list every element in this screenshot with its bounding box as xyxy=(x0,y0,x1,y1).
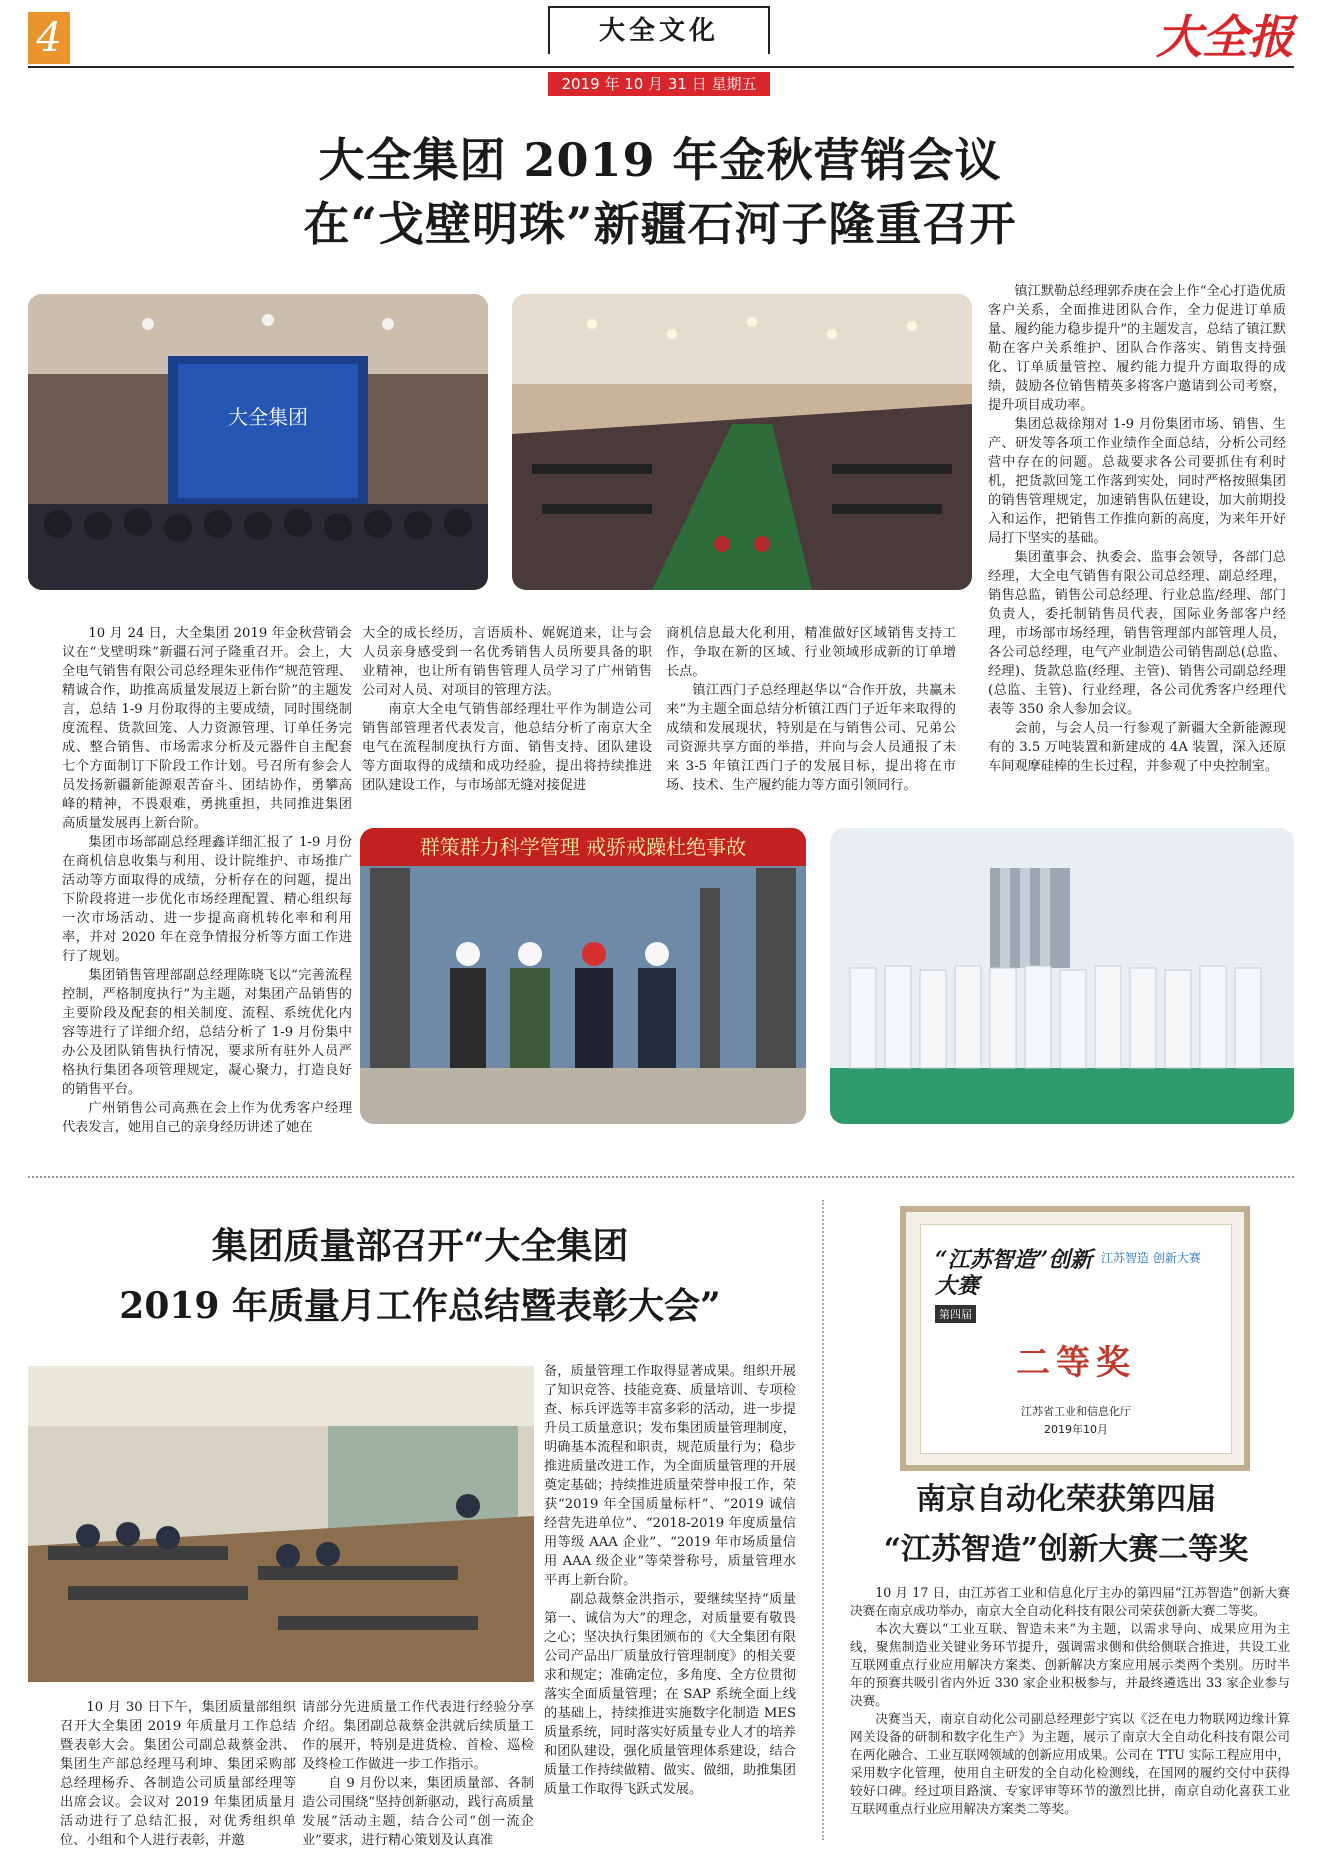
cleanroom-group-photo xyxy=(830,828,1294,1124)
screen-text: 大全集团 xyxy=(228,405,308,429)
article2-title-line2: 2019 年质量月工作总结暨表彰大会” xyxy=(119,1285,721,1327)
award-issuer: 江苏省工业和信息化厅 xyxy=(1021,1405,1131,1418)
column-divider xyxy=(822,1200,824,1840)
award-date: 2019年10月 xyxy=(1044,1423,1108,1436)
award-prize: 二等奖 xyxy=(1016,1343,1136,1383)
article3-title-line1: 南京自动化荣获第四届 xyxy=(916,1482,1216,1517)
article2-column1: 10 月 30 日下午，集团质量部组织召开大全集团 2019 年质量月工作总结暨表彰大会。集团公司副总裁蔡金洪、集团生产部总经理马利坤、集团采购部总经理杨乔、各制造公司质量部经理等出席会议。会议对 2019 年集团质量月活动进行了总结汇报，对优秀组织单位、小组和个人进行表彰，并邀 xyxy=(60,1700,296,1848)
award-brand: “江苏智造”创新大赛 xyxy=(935,1247,1093,1299)
award-edition: 第四届 xyxy=(935,1305,976,1323)
page-number: 4 xyxy=(28,12,70,64)
newspaper-logo: 大全报 xyxy=(1156,10,1294,64)
article2-column2: 请部分先进质量工作代表进行经验分享介绍。集团副总裁蔡金洪就后续质量工作的展开，特别是进货检、首检、巡检及终检工作做进一步工作指示。 自 9 月份以来，集团质量部、各制造公司围绕“坚持创新驱动，践行高质量发展”活动主题，结合公司“创一流企业”要求，进行精心策划及认真准 xyxy=(302,1700,534,1848)
issue-date: 2019 年 10 月 31 日 星期五 xyxy=(548,72,770,96)
article1-column2: 大全的成长经历，言语质朴、娓娓道来，让与会人员亲身感受到一名优秀销售人员所要具备的职业精神，也让所有销售管理人员学习了广州销售公司对人员、对项目的管理方法。 南京大全电气销售部经理壮平作为制造公司销售部管理者代表发言，他总结分析了南京大全电气在流程制度执行方面、销售支持、团队建设等方面取得的成绩和成功经验，提出将持续推进团队建设工作，与市场部无缝对接促进 xyxy=(362,626,652,793)
award-platform: 江苏智造 创新大赛 xyxy=(1101,1251,1201,1265)
conference-stage-photo xyxy=(28,294,488,590)
quality-meeting-photo xyxy=(28,1366,534,1682)
article3-body: 10 月 17 日，由江苏省工业和信息化厅主办的第四届“江苏智造”创新大赛决赛在南京成功举办，南京大全自动化科技有限公司荣获创新大赛二等奖。 本次大赛以“工业互联、智造未来”为主题，以需求导向、成果应用为主线，聚焦制造业关键业务环节提升，强调需求侧和供给侧联合推进，共设工业互联网重点行业应用解决方案类、创新解决方案应用展示类两个类别。历时半年的预赛共吸引省内外近 330 家企业积极参与，并最终遴选出 33 家企业参与决赛。 决赛当天，南京自动化公司副总经理彭宁宾以《泛在电力物联网边缘计算网关设备的研制和数字化生产》为主题，展示了南京大全自动化科技有限公司在两化融合、工业互联网领域的创新应用成果。公司在 TTU 实际工程应用中，采用数字化管理，使用自主研发的全自动化检测线，在国网的履约交付中获得较好口碑。经过项目路演、专家评审等环节的激烈比拼，南京自动化喜获工业互联网重点行业应用解决方案类二等奖。 xyxy=(850,1585,1290,1816)
article1-column4: 镇江默勒总经理郭乔庚在会上作“全心打造优质客户关系，全面推进团队合作，全力促进订单质量、履约能力稳步提升”的主题发言，总结了镇江默勒在客户关系维护、团队合作落实、销售支持强化、订单质量管控、履约能力提升方面取得的成绩，鼓励各位销售精英多将客户邀请到公司考察，提升项目成功率。 集团总裁徐翔对 1-9 月份集团市场、销售、生产、研发等各项工作业绩作全面总结，分析公司经营中存在的问题。总裁要求各公司要抓住有利时机，把货款回笼工作落到实处，同时严格按照集团的销售管理规定，加速销售队伍建设，加大前期投入和运作，把销售工作推向新的高度，为来年开好局打下坚实的基础。 集团董事会、执委会、监事会领导，各部门总经理，大全电气销售有限公司总经理、副总经理，销售总监，销售公司总经理、行业总监/经理、部门负责人，委托制销售员代表，国际业务部客户经理，市场部市场经理，销售管理部内部管理人员，各公司总经理，电气产业制造公司销售副总(总监、经理)、货款总监(经理、主管)、销售公司副总经理(总监、主管)、行业经理，各公司优秀客户经理代表等 350 余人参加会议。 会前，与会人员一行参观了新疆大全新能源现有的 3.5 万吨装置和新建成的 4A 装置，深入还原车间观摩硅棒的生长过程，并参观了中央控制室。 xyxy=(988,284,1286,774)
article1-column1: 10 月 24 日，大全集团 2019 年金秋营销会议在“戈壁明珠”新疆石河子隆重召开。会上，大全电气销售有限公司总经理朱亚伟作“规范管理、精诚合作，助推高质量发展迈上新台阶”的主题发言，总结 1-9 月份取得的主要成绩，同时围绕制度流程、货款回笼、人力资源管理、订单任务完成、整合销售、市场需求分析及元器件自主配套七个方面制订下阶段工作计划。号召所有参会人员发扬新疆新能源艰苦奋斗、团结协作，勇攀高峰的精神，不畏艰难，勇挑重担，共同推进集团高质量发展再上新台阶。 集团市场部副总经理鑫详细汇报了 1-9 月份在商机信息收集与利用、设计院维护、市场推广活动等方面取得的成绩，分析存在的问题，提出下阶段将进一步优化市场经理配置、精心组织每一次市场活动、进一步提高商机转化率和利用率，并对 2020 年在竞争情报分析等方面工作进行了规划。 集团销售管理部副总经理陈晓飞以“完善流程控制，严格制度执行”为主题，对集团产品销售的主要阶段及配套的相关制度、流程、系统优化内容等进行了详细介绍，总结分析了 1-9 月份集中办公及团队销售执行情况，要求所有驻外人员严格执行集团各项管理规定，凝心聚力，打造良好的销售平台。 广州销售公司高燕在会上作为优秀客户经理代表发言，她用自己的亲身经历讲述了她在 xyxy=(62,626,352,1135)
section-title: 大全文化 xyxy=(548,6,770,54)
article3-title-line2: “江苏智造”创新大赛二等奖 xyxy=(883,1532,1249,1567)
article2-column3: 备，质量管理工作取得显著成果。组织开展了知识竞答、技能竞赛、质量培训、专项检查、标兵评选等丰富多彩的活动，进一步提升员工质量意识；发布集团质量管理制度，明确基本流程和职责，规范质量行为；稳步推进质量改进工作，为全面质量管理的开展奠定基础；持续推进质量荣誉申报工作，荣获“2019 年全国质量标杆”、“2019 诚信经营先进单位”、“2018-2019 年度质量信用等级 AAA 企业”、“2019 年市场质量信用 AAA 级企业”等荣誉称号，质量管理水平再上新台阶。 副总裁蔡金洪指示，要继续坚持“质量第一、诚信为大”的理念，对质量要有敬畏之心；坚决执行集团颁布的《大全集团有限公司产品出厂质量放行管理制度》的相关要求和规定；准确定位，多角度、全方位贯彻落实全面质量管理；在 SAP 系统全面上线的基础上，持续推进实施数字化制造 MES 质量系统，同时落实好质量专业人才的培养和团队建设，强化质量管理体系建设，结合质量工作持续做精、做实、做细，助推集团质量工作取得飞跃式发展。 xyxy=(544,1364,796,1797)
masthead-rule xyxy=(28,66,1294,68)
article1-title-line2: 在“戈壁明珠”新疆石河子隆重召开 xyxy=(303,197,1017,251)
article2-title-line1: 集团质量部召开“大全集团 xyxy=(211,1225,629,1267)
award-certificate xyxy=(900,1206,1250,1471)
article1-title-line1: 大全集团 2019 年金秋营销会议 xyxy=(318,133,1002,187)
article1-column3: 商机信息最大化利用，精准做好区域销售支持工作，争取在新的区域、行业领域形成新的订单增长点。 镇江西门子总经理赵华以“合作开放，共赢未来”为主题全面总结分析镇江西门子近年来取得的成绩和发展现状，特别是在与销售公司、兄弟公司资源共享方面的举措，并向与会人员通报了未来 3-5 年镇江西门子的发展目标，提出将在市场、技术、生产履约能力等方面引领同行。 xyxy=(666,626,956,793)
photo-banner-text: 群策群力科学管理 戒骄戒躁杜绝事故 xyxy=(419,835,747,859)
section-divider xyxy=(28,1176,1294,1178)
meeting-room-photo xyxy=(512,294,972,590)
factory-visit-photo xyxy=(360,828,806,1124)
